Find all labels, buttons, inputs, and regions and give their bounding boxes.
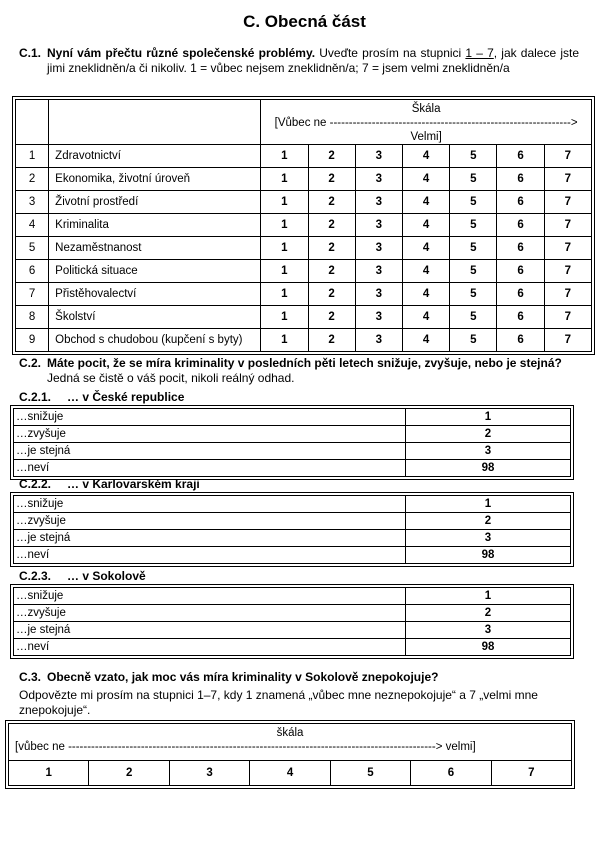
row-number: 2 <box>16 168 49 191</box>
scale-option[interactable]: 1 <box>261 260 308 283</box>
scale-header <box>9 724 572 761</box>
scale-option[interactable]: 5 <box>330 761 410 786</box>
answer-label: …zvyšuje <box>14 605 406 622</box>
answer-code[interactable]: 1 <box>406 588 571 605</box>
answer-code[interactable]: 98 <box>406 547 571 564</box>
question-c2 <box>19 356 579 386</box>
scale-option[interactable]: 4 <box>402 191 449 214</box>
scale-option[interactable]: 4 <box>402 283 449 306</box>
question-c3 <box>19 670 579 685</box>
problem-label: Životní prostředí <box>49 191 261 214</box>
scale-option[interactable]: 1 <box>261 168 308 191</box>
scale-option[interactable]: 6 <box>497 237 544 260</box>
problem-row <box>16 168 592 191</box>
scale-option[interactable]: 5 <box>450 191 497 214</box>
scale-option[interactable]: 6 <box>497 145 544 168</box>
scale-option[interactable]: 6 <box>497 283 544 306</box>
row-number: 5 <box>16 237 49 260</box>
problem-row <box>16 191 592 214</box>
answer-row[interactable] <box>14 496 571 513</box>
scale-header <box>261 100 592 145</box>
scale-option[interactable]: 5 <box>450 260 497 283</box>
scale-option[interactable]: 4 <box>250 761 330 786</box>
question-instruction: Odpovězte mi prosím na stupnici 1–7, kdy 1 znamená „vůbec mne neznepokojuje“ a 7 „velmi mne znepokojuje“. <box>19 688 538 717</box>
scale-option[interactable]: 4 <box>402 145 449 168</box>
scale-option[interactable]: 5 <box>450 145 497 168</box>
scale-option[interactable]: 7 <box>544 260 591 283</box>
answer-row[interactable] <box>14 639 571 656</box>
question-number: C.3. <box>19 670 42 684</box>
scale-option[interactable]: 7 <box>544 168 591 191</box>
answer-label: …neví <box>14 547 406 564</box>
scale-option[interactable]: 2 <box>308 214 355 237</box>
answer-row[interactable] <box>14 547 571 564</box>
answer-label: …snižuje <box>14 409 406 426</box>
question-number: C.1. <box>19 46 42 60</box>
answer-label: …je stejná <box>14 443 406 460</box>
answer-label: …snižuje <box>14 588 406 605</box>
answer-table-frame <box>10 405 574 480</box>
row-number: 7 <box>16 283 49 306</box>
scale-option[interactable]: 3 <box>169 761 249 786</box>
problems-table <box>15 99 592 352</box>
scale-option[interactable]: 7 <box>491 761 571 786</box>
answer-row[interactable] <box>14 426 571 443</box>
scale-option[interactable]: 1 <box>261 191 308 214</box>
scale-option[interactable]: 2 <box>89 761 169 786</box>
row-number: 1 <box>16 145 49 168</box>
scale-option[interactable]: 2 <box>308 306 355 329</box>
scale-option[interactable]: 4 <box>402 168 449 191</box>
problem-label: Ekonomika, životní úroveň <box>49 168 261 191</box>
scale-option[interactable]: 2 <box>308 145 355 168</box>
answer-row[interactable] <box>14 443 571 460</box>
scale-option[interactable]: 2 <box>308 191 355 214</box>
subquestion-heading: C.2.3. … v Sokolově <box>19 569 146 583</box>
scale-option[interactable]: 1 <box>261 329 308 352</box>
scale-option[interactable]: 3 <box>355 237 402 260</box>
scale-table <box>8 723 572 786</box>
answer-code[interactable]: 1 <box>406 496 571 513</box>
scale-option[interactable]: 6 <box>497 168 544 191</box>
answer-row[interactable] <box>14 622 571 639</box>
scale-option[interactable]: 5 <box>450 283 497 306</box>
scale-values-row <box>9 761 572 786</box>
answer-row[interactable] <box>14 530 571 547</box>
scale-option[interactable]: 3 <box>355 329 402 352</box>
problem-label: Obchod s chudobou (kupčení s byty) <box>49 329 261 352</box>
scale-option[interactable]: 5 <box>450 237 497 260</box>
subquestion-heading: C.2.1. … v České republice <box>19 390 185 404</box>
problem-row <box>16 306 592 329</box>
scale-option[interactable]: 7 <box>544 283 591 306</box>
answer-code[interactable]: 98 <box>406 639 571 656</box>
problems-table-frame <box>12 96 595 355</box>
problem-label: Zdravotnictví <box>49 145 261 168</box>
scale-option[interactable]: 4 <box>402 329 449 352</box>
scale-option[interactable]: 6 <box>497 214 544 237</box>
problem-label: Školství <box>49 306 261 329</box>
problem-label: Nezaměstnanost <box>49 237 261 260</box>
scale-option[interactable]: 7 <box>544 237 591 260</box>
scale-title: škála <box>276 727 304 739</box>
scale-option[interactable]: 4 <box>402 214 449 237</box>
scale-option[interactable]: 1 <box>261 306 308 329</box>
answer-label: …zvyšuje <box>14 426 406 443</box>
answer-table-frame <box>10 584 574 659</box>
scale-option[interactable]: 5 <box>450 214 497 237</box>
problem-row <box>16 214 592 237</box>
answer-table-frame <box>10 492 574 567</box>
scale-option[interactable]: 3 <box>355 145 402 168</box>
scale-option[interactable]: 1 <box>261 283 308 306</box>
scale-range: [Vůbec ne ---------------------------------------------------------------> Velmi] <box>274 117 578 143</box>
answer-table <box>13 495 571 564</box>
scale-option[interactable]: 5 <box>450 168 497 191</box>
answer-code[interactable]: 3 <box>406 443 571 460</box>
problem-row <box>16 260 592 283</box>
scale-table-frame <box>5 720 575 789</box>
scale-option[interactable]: 4 <box>402 306 449 329</box>
scale-option[interactable]: 7 <box>544 191 591 214</box>
table-header-row <box>16 100 592 145</box>
scale-option[interactable]: 3 <box>355 260 402 283</box>
scale-option[interactable]: 4 <box>402 260 449 283</box>
scale-option[interactable]: 2 <box>308 260 355 283</box>
problem-row <box>16 237 592 260</box>
problem-row <box>16 145 592 168</box>
scale-option[interactable]: 3 <box>355 168 402 191</box>
answer-row[interactable] <box>14 588 571 605</box>
scale-option[interactable]: 7 <box>544 306 591 329</box>
question-bold-text: Obecně vzato, jak moc vás míra kriminality v Sokolově znepokojuje? <box>47 670 439 684</box>
problem-row <box>16 283 592 306</box>
scale-option[interactable]: 7 <box>544 145 591 168</box>
scale-option[interactable]: 3 <box>355 306 402 329</box>
scale-title: Škála <box>411 103 441 115</box>
scale-option[interactable]: 6 <box>497 260 544 283</box>
problem-row <box>16 329 592 352</box>
scale-option[interactable]: 3 <box>355 214 402 237</box>
scale-option[interactable]: 7 <box>544 214 591 237</box>
answer-code[interactable]: 2 <box>406 605 571 622</box>
scale-option[interactable]: 1 <box>261 237 308 260</box>
question-number: C.2. <box>19 356 42 370</box>
question-text-2: , jak dalece jste jimi zneklidněn/a či nikoliv. 1 = vůbec nejsem zneklidněn/a; 7 = jsem velmi zneklidněn/a <box>47 46 579 75</box>
row-number: 8 <box>16 306 49 329</box>
answer-row[interactable] <box>14 460 571 477</box>
question-text: Uveďte prosím na stupnici <box>315 46 466 60</box>
answer-code[interactable]: 3 <box>406 622 571 639</box>
answer-row[interactable] <box>14 605 571 622</box>
scale-option[interactable]: 2 <box>308 329 355 352</box>
scale-option[interactable]: 1 <box>9 761 89 786</box>
scale-option[interactable]: 7 <box>544 329 591 352</box>
answer-label: …je stejná <box>14 622 406 639</box>
answer-code[interactable]: 3 <box>406 530 571 547</box>
question-c1 <box>19 46 579 76</box>
scale-option[interactable]: 6 <box>497 191 544 214</box>
scale-option[interactable]: 3 <box>355 283 402 306</box>
scale-range: [vůbec ne ------------------------------------------------------------------------------------------------> velmi] <box>15 741 476 753</box>
scale-header-row <box>9 724 572 761</box>
row-number: 6 <box>16 260 49 283</box>
problem-label: Kriminalita <box>49 214 261 237</box>
answer-code[interactable]: 98 <box>406 460 571 477</box>
section-title: C. Obecná část <box>243 12 366 31</box>
scale-option[interactable]: 5 <box>450 329 497 352</box>
scale-option[interactable]: 6 <box>497 306 544 329</box>
scale-option[interactable]: 4 <box>402 237 449 260</box>
answer-table <box>13 408 571 477</box>
answer-label: …neví <box>14 639 406 656</box>
answer-row[interactable] <box>14 409 571 426</box>
row-number: 4 <box>16 214 49 237</box>
answer-label: …zvyšuje <box>14 513 406 530</box>
row-number: 3 <box>16 191 49 214</box>
scale-range-text: 1 – 7 <box>465 46 494 60</box>
question-text: Jedná se čistě o váš pocit, nikoli reálný odhad. <box>47 371 295 385</box>
answer-code[interactable]: 1 <box>406 409 571 426</box>
scale-option[interactable]: 2 <box>308 283 355 306</box>
answer-code[interactable]: 2 <box>406 426 571 443</box>
answer-label: …snižuje <box>14 496 406 513</box>
question-bold-text: Nyní vám přečtu různé společenské problémy. <box>47 46 316 60</box>
scale-option[interactable]: 2 <box>308 168 355 191</box>
scale-option[interactable]: 1 <box>261 145 308 168</box>
scale-option[interactable]: 6 <box>497 329 544 352</box>
answer-row[interactable] <box>14 513 571 530</box>
question-bold-text: Máte pocit, že se míra kriminality v posledních pěti letech snižuje, zvyšuje, nebo je stejná? <box>47 356 562 370</box>
answer-label: …je stejná <box>14 530 406 547</box>
scale-option[interactable]: 3 <box>355 191 402 214</box>
answer-label: …neví <box>14 460 406 477</box>
scale-option[interactable]: 6 <box>411 761 491 786</box>
subquestion-heading: C.2.2. … v Karlovarském kraji <box>19 477 200 491</box>
row-number: 9 <box>16 329 49 352</box>
scale-option[interactable]: 2 <box>308 237 355 260</box>
answer-code[interactable]: 2 <box>406 513 571 530</box>
answer-table <box>13 587 571 656</box>
problem-label: Politická situace <box>49 260 261 283</box>
scale-option[interactable]: 1 <box>261 214 308 237</box>
scale-option[interactable]: 5 <box>450 306 497 329</box>
problem-label: Přistěhovalectví <box>49 283 261 306</box>
